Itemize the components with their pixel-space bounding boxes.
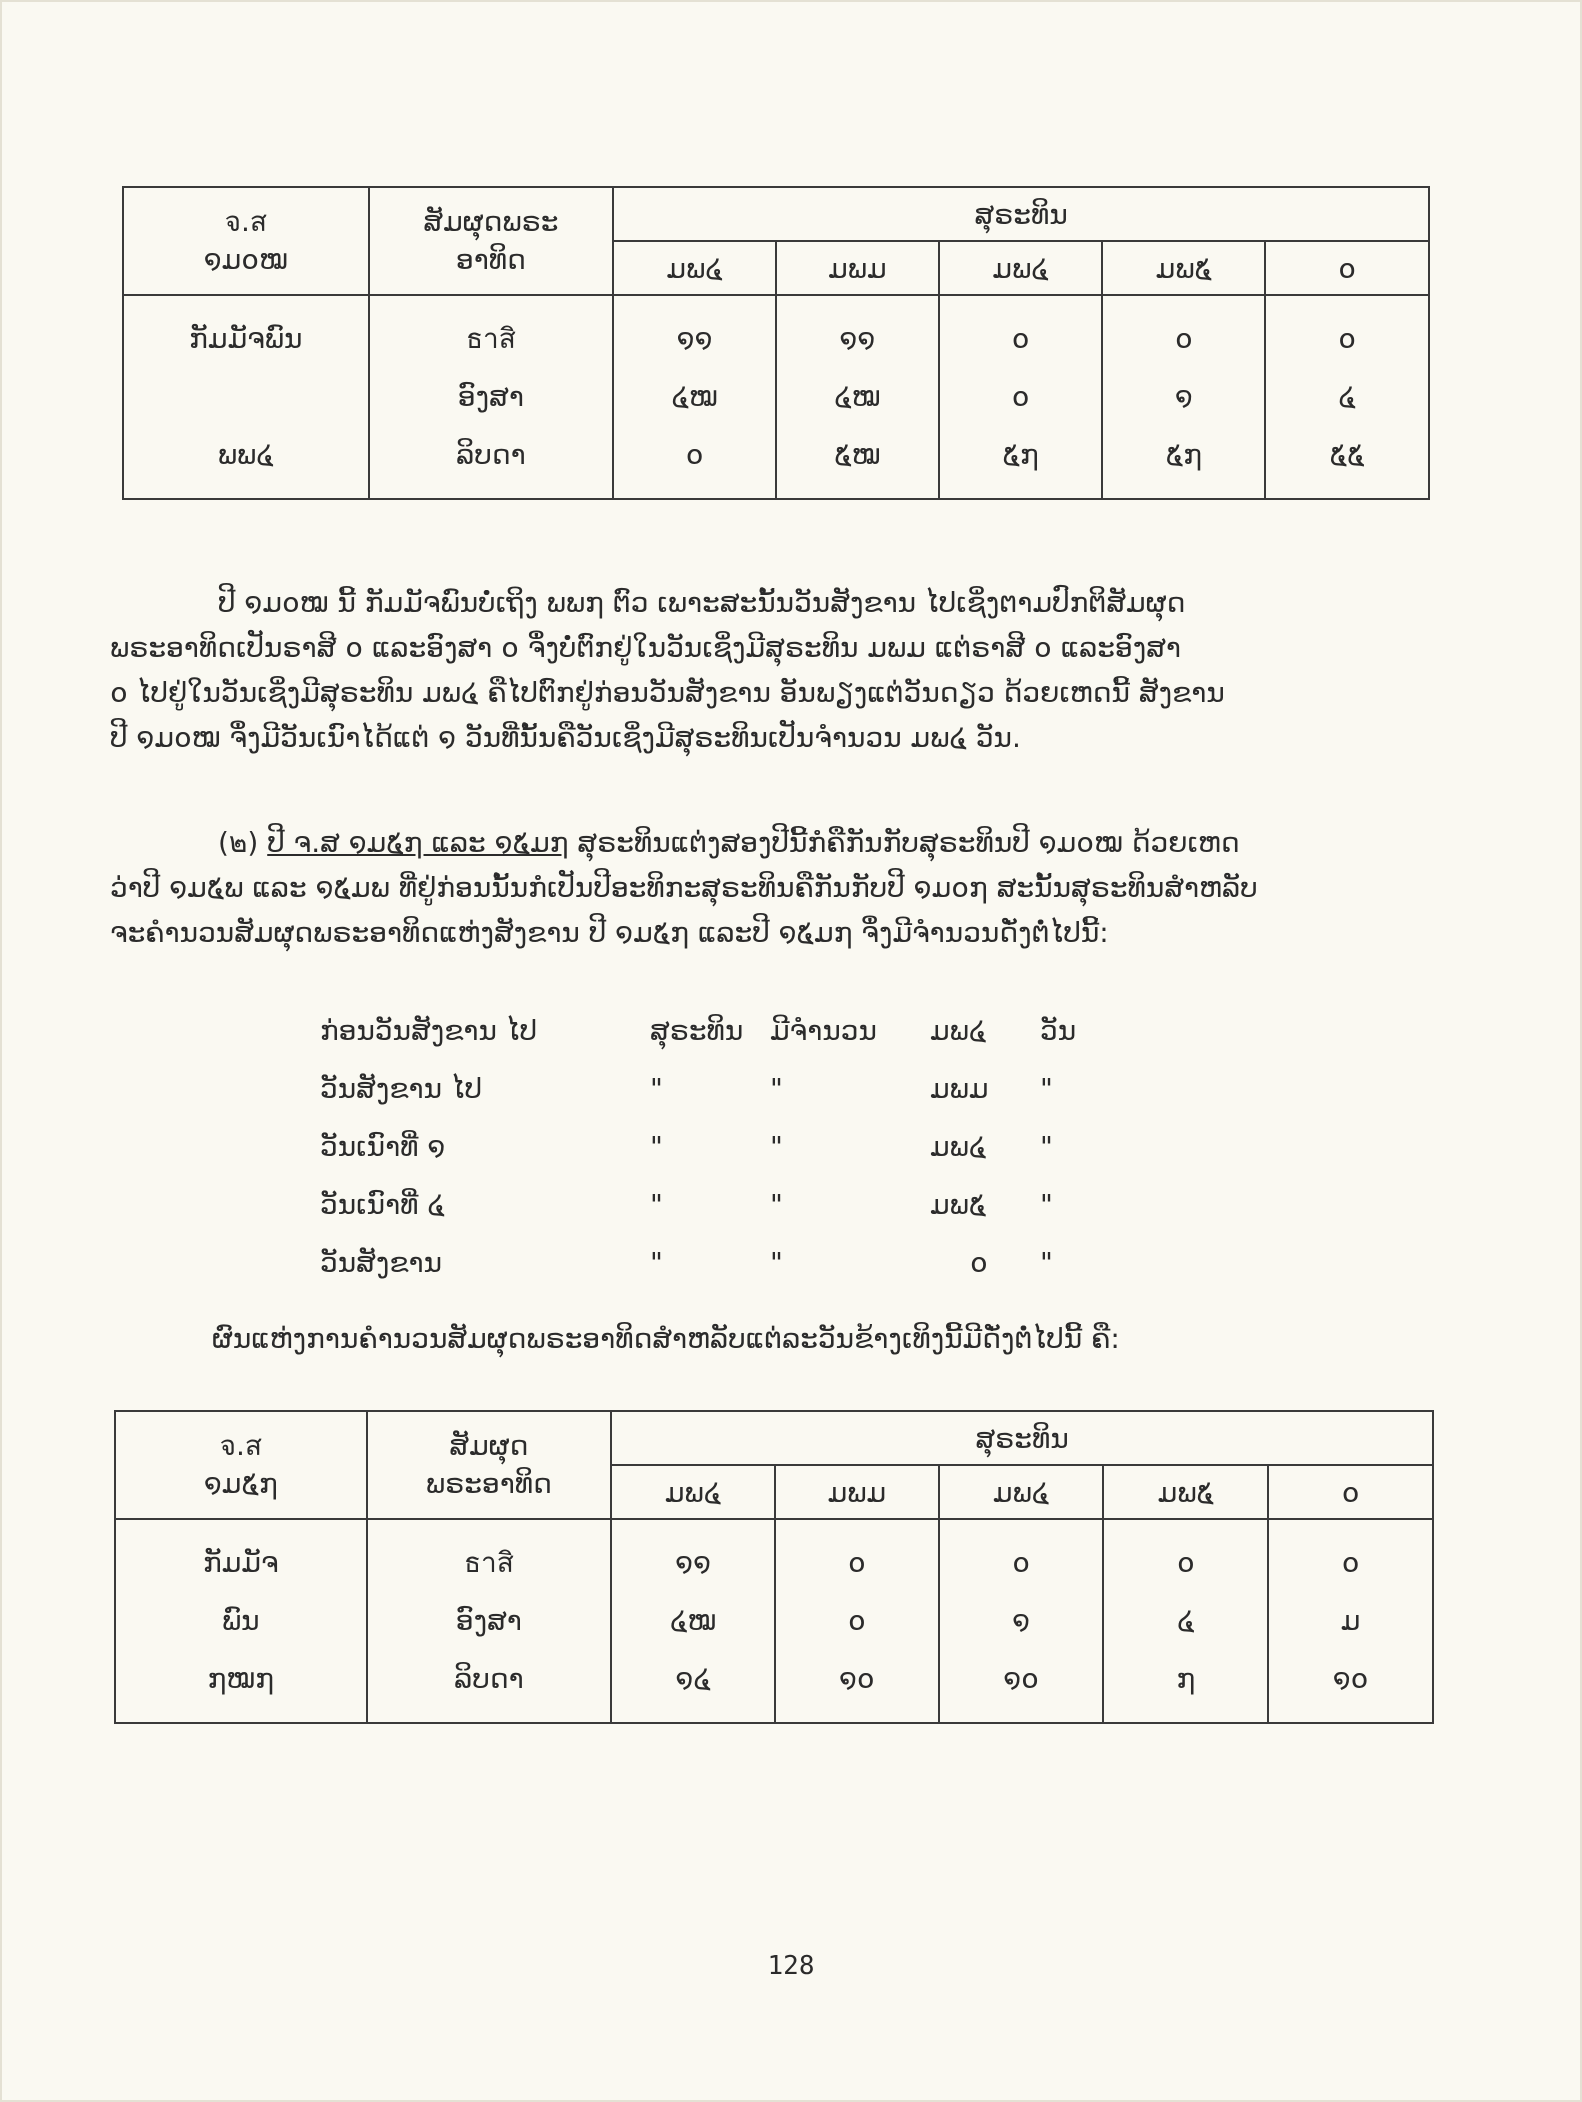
paragraph-2-line-2: ວ່າປີ ໑ມ໕ພ ແລະ ໑໕ມພ ທີ່ຢູ່ກ່ອນນັ້ນກໍເປັນປີອະທິກະສຸຣະທິນຄືກັນກັບປີ ໑ມ໐໗ ສະນັ້ນສຸຣະທິນສຳຫລັບ (110, 871, 1258, 904)
table-2-values-col-5: ໐ ມ ໑໐ (1268, 1519, 1433, 1723)
table-2-body (115, 1519, 1433, 1723)
table-2-col-1: ມພ໔ (611, 1465, 775, 1519)
table-2-year-header: จ.ส ໑ມ໕໗ (115, 1411, 367, 1519)
table-2-kind-cell: ธาสิ ອົງສາ ລິບດາ (367, 1519, 612, 1723)
table-1-values-col-5: ໐ ໔ ໕໕ (1265, 295, 1429, 499)
day-count-list (320, 1014, 1120, 1304)
table-1-values-col-1: ໑໑ ໔ໝ ໐ (613, 295, 776, 499)
paragraph-2-number: (๒) (218, 826, 268, 859)
paragraph-2 (110, 820, 1485, 955)
paragraph-2-line-1: (๒) ປີ ຈ.ສ ໑ມ໕໗ ແລະ ໑໕ມ໗ ສຸຣະທິນແຕ່ງສອງປີນີ້ກໍຄືກັນກັບສຸຣະທິນປີ ໑ມ໐ໝ ດ້ວຍເຫດ (218, 826, 1240, 859)
table-2-group-header: ສຸຣະທິນ (611, 1411, 1433, 1465)
table-2-kind-header: ສັມຜຸດ ພຣະອາທິດ (367, 1411, 612, 1519)
paragraph-1-line-3: ໐ ໄປຢູ່ໃນວັນເຊິ່ງມີສຸຣະທິນ ມພ໔ ຄືໄປຕົກຢູ່ກ່ອນວັນສັງຂານ ອັນພຽງແຕ່ວັນດຽວ ດ້ວຍເຫດນີ້ ສັງຂານ (110, 676, 1225, 709)
summary-line: ຜົນແຫ່ງການຄຳນວນສັມຜຸດພຣະອາທິດສຳຫລັບແຕ່ລະວັນຂ້າງເທິງນີ້ມີດັ່ງຕໍ່ໄປນີ້ ຄື: (212, 1322, 1120, 1355)
table-1-values-col-2: ໑໑ ໔ໝ ໕ໝ (776, 295, 939, 499)
table-2-values-col-1: ໑໑ ໔ໝ ໑໔ (611, 1519, 775, 1723)
table-2-col-2: ມພມ (775, 1465, 939, 1519)
table-1-values-col-4: ໐ ໑ ໕໗ (1102, 295, 1265, 499)
table-2-values-col-3: ໐ ໑ ໑໐ (939, 1519, 1104, 1723)
table-2-label-cell: ກັມມັຈ ພົນ ໗ໝ໗ (115, 1519, 367, 1723)
table-2-values-col-4: ໐ ໔ ໗ (1103, 1519, 1268, 1723)
table-2-col-5: ໐ (1268, 1465, 1433, 1519)
table-1-label-cell: ກັມມັຈພົນ ພພ໔ (123, 295, 369, 499)
list-item: ວັນເນົາທີ່ ໔ " " ມພ໕ " (320, 1188, 1053, 1221)
list-item: ວັນເນົາທີ່ ໑ " " ມພ໔ " (320, 1130, 1053, 1163)
table-1-col-1: ມພ໔ (613, 241, 776, 295)
table-1-year-header: จ.ส ໑ມ໐ໝ (123, 187, 369, 295)
table-1-body (123, 295, 1429, 499)
page-number: 128 (767, 1951, 815, 1981)
list-item: ວັນສັງຂານ " " ໐ " (320, 1246, 1053, 1279)
table-1-col-4: ມພ໕ (1102, 241, 1265, 295)
paragraph-1-line-2: ພຣະອາທິດເປັນຣາສີ ໐ ແລະອົງສາ ໐ ຈຶ່ງບໍ່ຕົກຢູ່ໃນວັນເຊິ່ງມີສຸຣະທິນ ມພມ ແຕ່ຣາສີ ໐ ແລະອົງສາ (110, 631, 1181, 664)
table-2-values-col-2: ໐ ໐ ໑໐ (775, 1519, 939, 1723)
paragraph-1 (110, 580, 1485, 760)
table-1-group-header: ສຸຣະທິນ (613, 187, 1429, 241)
paragraph-1-line-4: ປີ ໑ມ໐ໝ ຈຶ່ງມີວັນເນົາໄດ້ແຕ່ ໑ ວັນທີ່ນັ້ນຄືວັນເຊິ່ງມີສຸຣະທິນເປັນຈຳນວນ ມພ໔ ວັນ. (110, 721, 1021, 754)
paragraph-2-line-3: ຈະຄຳນວນສັມຜຸດພຣະອາທິດແຫ່ງສັງຂານ ປີ ໑ມ໕໗ ແລະປີ ໑໕ມ໗ ຈຶ່ງມີຈຳນວນດັ່ງຕໍ່ໄປນີ້: (110, 916, 1109, 949)
table-2-col-4: ມພ໕ (1103, 1465, 1268, 1519)
table-1-col-2: ມພມ (776, 241, 939, 295)
table-2 (114, 1410, 1434, 1724)
table-1-col-5: ໐ (1265, 241, 1429, 295)
table-1-kind-header: ສັມຜຸດພຣະ ອາທິດ (369, 187, 614, 295)
paragraph-1-line-1: ປີ ໑ມ໐ໝ ນີ້ ກັມມັຈພົນບໍ່ເຖິງ ພພ໗ ຕົວ ເພາະສະນັ້ນວັນສັງຂານ ໄປເຊິ່ງຕາມປົກຕິສັມຜຸດ (218, 586, 1186, 619)
table-1-values-col-3: ໐ ໐ ໕໗ (939, 295, 1103, 499)
table-1-kind-cell: ธาสิ ອົງສາ ລິບດາ (369, 295, 614, 499)
paragraph-2-heading: ປີ ຈ.ສ ໑ມ໕໗ ແລະ ໑໕ມ໗ (267, 826, 569, 859)
table-1 (122, 186, 1430, 500)
list-item: ກ່ອນວັນສັງຂານ ໄປ ສຸຣະທິນ ມີຈຳນວນ ມພ໔ ວັນ (320, 1014, 1077, 1047)
table-1-col-3: ມພ໔ (939, 241, 1103, 295)
list-item: ວັນສັງຂານ ໄປ " " ມພມ " (320, 1072, 1053, 1105)
table-2-col-3: ມພ໔ (939, 1465, 1104, 1519)
